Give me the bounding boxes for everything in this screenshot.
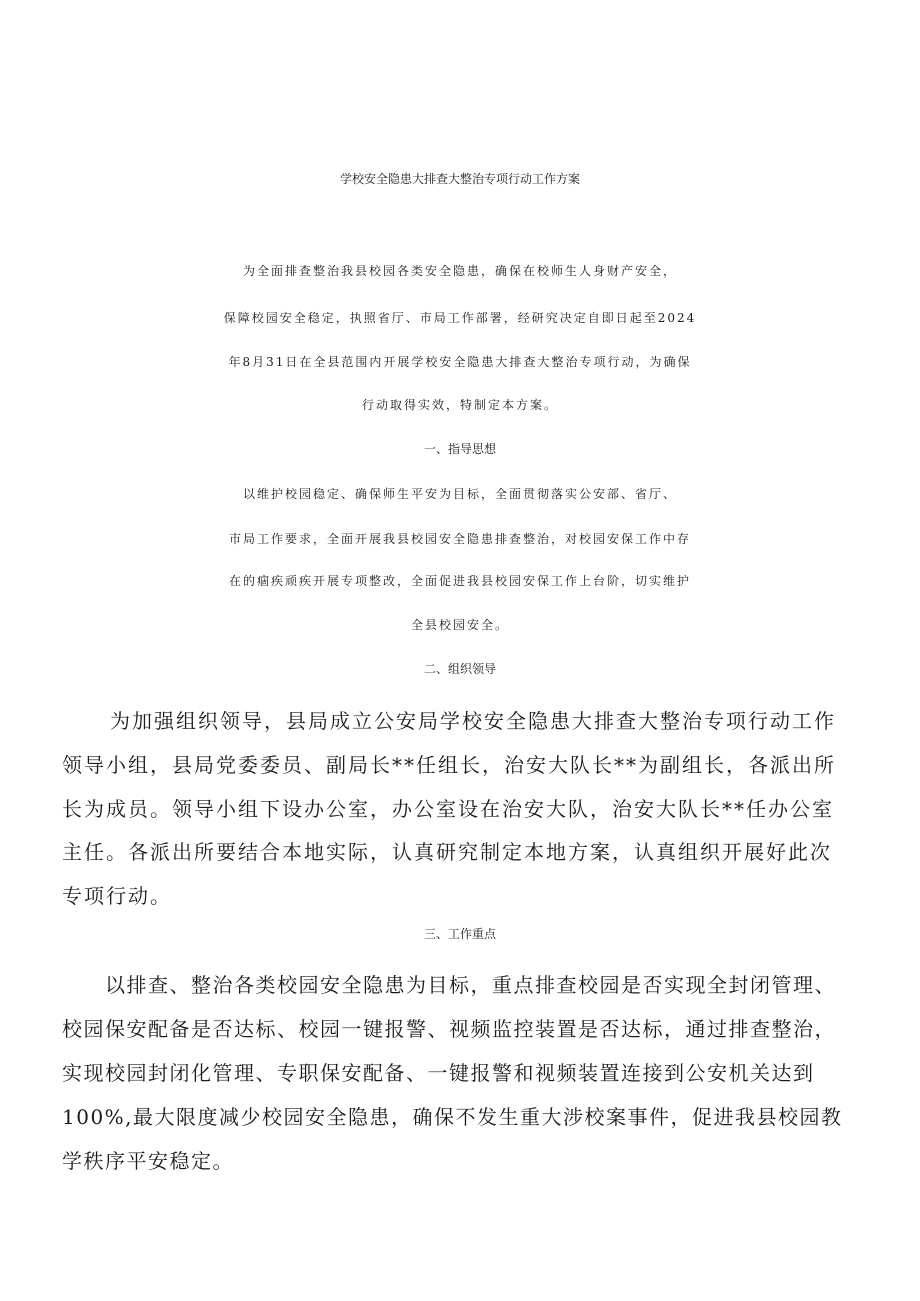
intro-line-1: 为全面排查整治我县校园各类安全隐患，确保在校师生人身财产安全， <box>242 264 677 278</box>
section1-line-1: 以维护校园稳定、确保师生平安为目标，全面贯彻落实公安部、省厅、 <box>242 487 677 501</box>
document-title: 学校安全隐患大排查大整治专项行动工作方案 <box>339 172 580 186</box>
section-heading-work-focus: 三、工作重点 <box>423 927 496 941</box>
section2-line-2: 领导小组，县局党委委员、副局长**任组长，治安大队长**为副组长，各派出所 <box>62 753 836 777</box>
section3-line-5: 学秩序平安稳定。 <box>62 1149 234 1173</box>
section3-line-4: 100%,最大限度减少校园安全隐患，确保不发生重大涉校案事件，促进我县校园教 <box>62 1105 843 1129</box>
intro-line-3: 年8月31日在全县范围内开展学校安全隐患大排查大整治专项行动，为确保 <box>228 355 692 369</box>
intro-line-4: 行动取得实效，特制定本方案。 <box>361 398 558 412</box>
section2-line-5: 专项行动。 <box>62 884 172 908</box>
section-heading-organization: 二、组织领导 <box>423 662 496 676</box>
section3-line-2: 校园保安配备是否达标、校园一键报警、视频监控装置是否达标，通过排查整治， <box>62 1017 836 1041</box>
section3-line-3: 实现校园封闭化管理、专职保安配备、一键报警和视频装置连接到公安机关达到 <box>62 1061 815 1085</box>
section1-line-3: 在的痼疾顽疾开展专项整改，全面促进我县校园安保工作上台阶，切实维护 <box>228 574 691 588</box>
section-heading-guiding-thought: 一、指导思想 <box>423 442 496 456</box>
section1-line-4: 全县校园安全。 <box>410 618 509 632</box>
intro-line-2: 保障校园安全稳定，执照省厅、市局工作部署，经研究决定自即日起至2024 <box>223 311 697 325</box>
section3-line-1: 以排查、整治各类校园安全隐患为目标，重点排查校园是否实现全封闭管理、 <box>105 973 836 997</box>
section2-line-4: 主任。各派出所要结合本地实际，认真研究制定本地方案，认真组织开展好此次 <box>62 840 832 864</box>
section2-line-3: 长为成员。领导小组下设办公室，办公室设在治安大队，治安大队长**任办公室 <box>62 797 834 821</box>
section1-line-2: 市局工作要求，全面开展我县校园安全隐患排查整治，对校园安保工作中存 <box>228 532 691 546</box>
section2-line-1: 为加强组织领导，县局成立公安局学校安全隐患大排查大整治专项行动工作 <box>110 709 836 733</box>
